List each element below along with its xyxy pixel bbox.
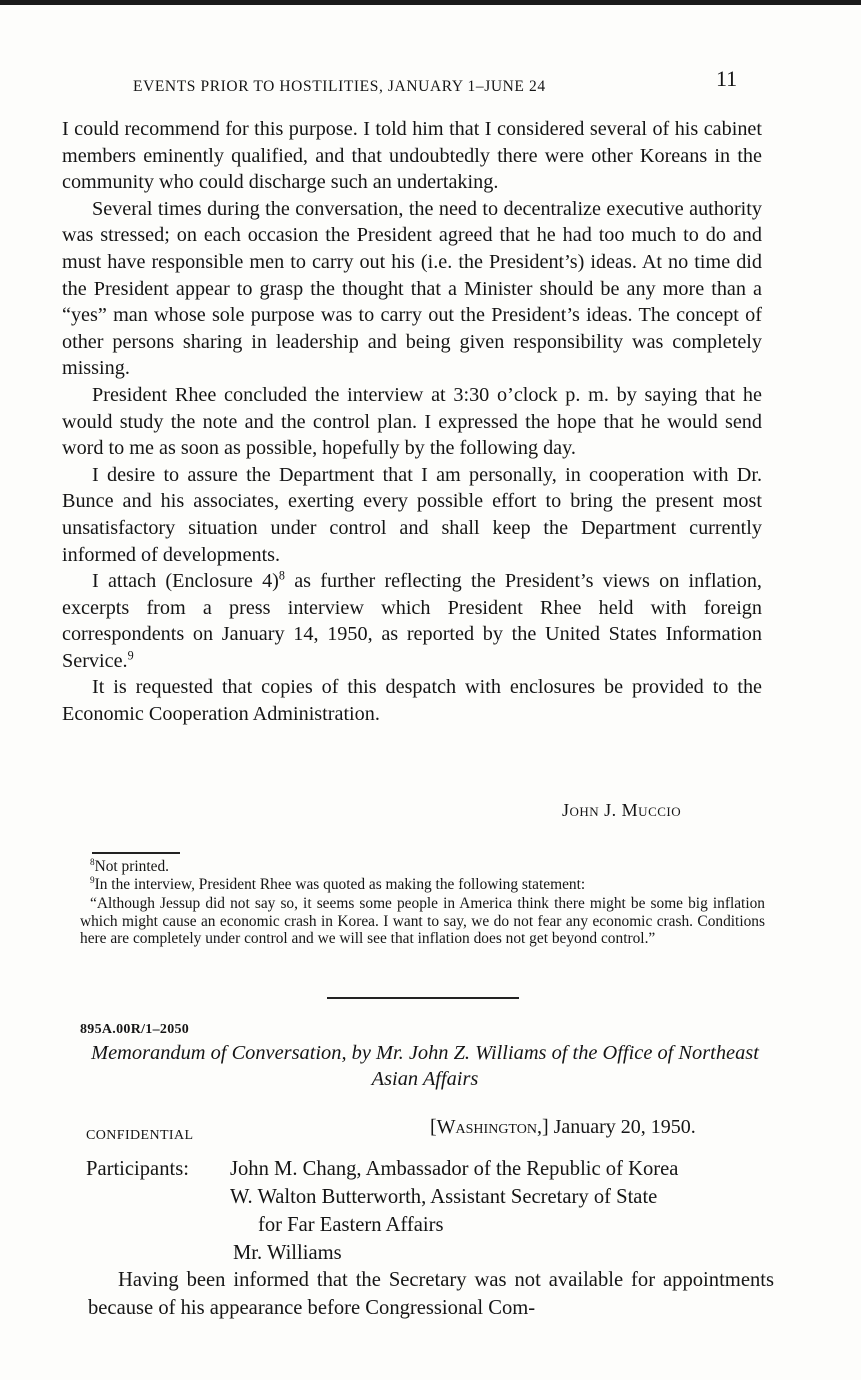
memo-body [88,1266,774,1322]
page-number: 11 [716,66,738,91]
section-divider [327,997,519,999]
paragraph-2: Several times during the conversation, the need to decentralize executive authority was stressed; on each occasion the President agreed that he had too much to do and must have responsible men to carry out his (i.e. the President’s) ideas. At no time did the President appear to grasp the thought that a Minister should be any more than a “yes” man whose sole purpose was to carry out the President’s ideas. The concept of other persons sharing in leadership and being given responsibility was completely missing. [62,197,762,380]
participant-1: John M. Chang, Ambassador of the Republic of Korea [230,1158,679,1180]
participant-2: W. Walton Butterworth, Assistant Secretary of State [230,1186,658,1208]
footnote-8-mark: 8 [90,856,95,867]
footnote-8 [80,858,765,876]
dateline-place: [Washington,] [430,1116,549,1138]
participant-3: Mr. Williams [233,1242,342,1264]
footnotes [80,858,765,948]
page-top-edge [0,0,861,5]
running-head: EVENTS PRIOR TO HOSTILITIES, JANUARY 1–JUNE 24 [133,78,546,95]
paragraph-5-part-a: I attach (Enclosure 4) [92,570,279,593]
paragraph-4: I desire to assure the Department that I am personally, in cooperation with Dr. Bunce and his associates, exerting every possible effort to bring the present most unsatisfactory situation under control and shall keep the Department currently informed of developments. [62,463,762,566]
footnote-9 [80,876,765,894]
footnote-ref-9: 9 [127,648,134,663]
participant-2-continued: for Far Eastern Affairs [258,1214,444,1236]
footnote-9-quote: “Although Jessup did not say so, it seems some people in America think there might be some big inflation which might cause an economic crash in Korea. I want to say, we do not fear any economic crash. Conditions here are completely under control and we will see that inflation does not get beyond control.” [80,895,765,948]
participants-label: Participants: [86,1158,189,1180]
paragraph-6: It is requested that copies of this despatch with enclosures be provided to the Economic Cooperation Administration. [62,676,762,726]
paragraph-3: President Rhee concluded the interview at 3:30 o’clock p. m. by saying that he would study the note and the control plan. I expressed the hope that he would send word to me as soon as possible, hopefully by the following day. [62,383,762,460]
classification-label: CONFIDENTIAL [86,1128,194,1143]
dateline-date: January 20, 1950. [548,1116,696,1138]
footnote-rule [92,852,180,854]
paragraph-5 [62,568,762,674]
footnote-8-text: Not printed. [94,858,170,875]
memo-title: Memorandum of Conversation, by Mr. John Z. Williams of the Office of Northeast Asian Affairs [91,1042,759,1090]
footnote-ref-8: 8 [278,568,285,583]
signature: John J. Muccio [562,800,682,820]
dateline [430,1116,696,1139]
despatch-body [62,116,762,728]
footnote-9-text: In the interview, President Rhee was quoted as making the following statement: [94,875,586,893]
footnote-9-mark: 9 [90,874,95,885]
document-number: 895A.00R/1–2050 [80,1022,190,1037]
paragraph-5-part-b: as further reflecting the President’s views on inflation, excerpts from a press interview which President Rhee held with foreign correspondents on January 14, 1950, as reported by the United States Information Service. [62,570,762,672]
paragraph-1: I could recommend for this purpose. I told him that I considered several of his cabinet members eminently qualified, and that undoubtedly there were other Koreans in the community who could discharge such an undertaking. [62,118,762,194]
memo-paragraph-1: Having been informed that the Secretary was not available for appointments because of his appearance before Congressional Com- [88,1269,774,1319]
